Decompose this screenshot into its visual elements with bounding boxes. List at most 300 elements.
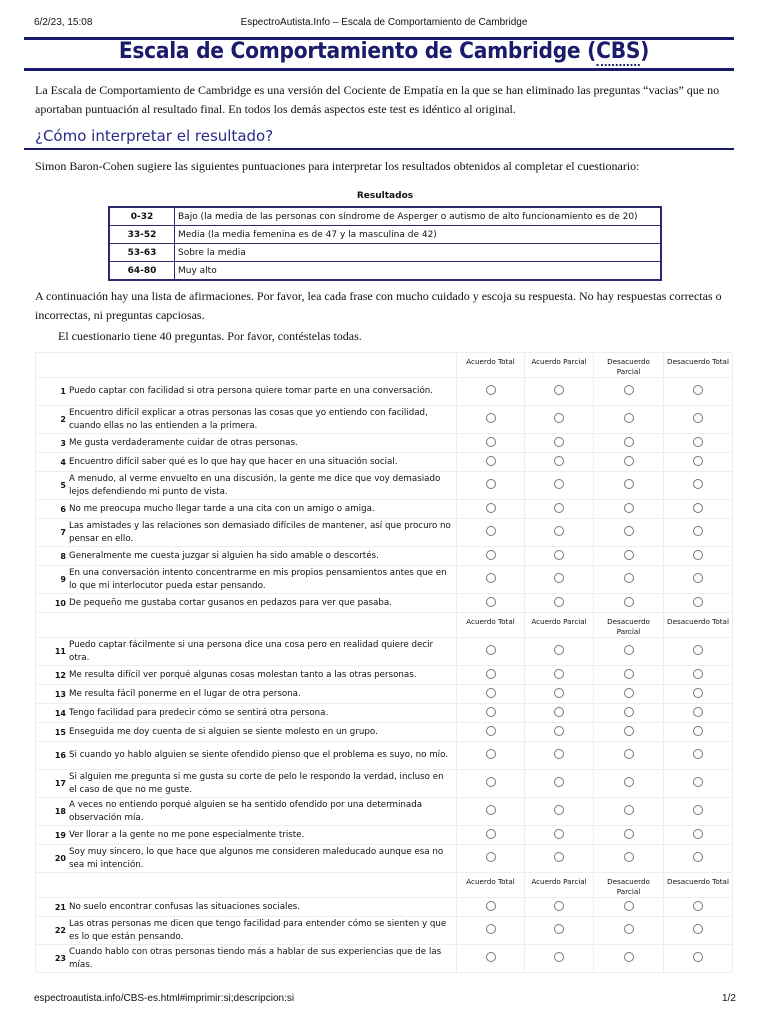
- radio-button[interactable]: [486, 901, 496, 911]
- option-cell: [457, 638, 525, 666]
- option-cell: [664, 453, 733, 472]
- question-text: A veces no entiendo porqué alguien se ha sentido ofendido por una determinada observación mía.: [69, 800, 423, 823]
- question-text: A menudo, al verme envuelto en una discusión, la gente me dice que voy demasiado lejos defendiendo mi punto de vista.: [69, 474, 441, 497]
- radio-button[interactable]: [693, 852, 703, 862]
- question-number: 12: [54, 670, 66, 680]
- radio-button[interactable]: [624, 573, 634, 583]
- print-date: 6/2/23, 15:08: [34, 17, 93, 28]
- option-cell: [594, 566, 664, 594]
- option-cell: [664, 845, 733, 873]
- option-cell: [525, 770, 594, 798]
- radio-button[interactable]: [486, 597, 496, 607]
- radio-button[interactable]: [554, 901, 564, 911]
- option-cell: [594, 704, 664, 723]
- option-header: Acuerdo Parcial: [525, 613, 594, 638]
- question-cell: [36, 917, 457, 945]
- radio-button[interactable]: [554, 645, 564, 655]
- option-cell: [457, 406, 525, 434]
- radio-button[interactable]: [486, 385, 496, 395]
- radio-button[interactable]: [624, 645, 634, 655]
- option-cell: [525, 945, 594, 973]
- option-cell: [594, 917, 664, 945]
- option-cell: [664, 472, 733, 500]
- option-cell: [525, 566, 594, 594]
- option-cell: [664, 594, 733, 613]
- title-rule-bottom: [24, 68, 734, 71]
- radio-button[interactable]: [624, 829, 634, 839]
- question-number: 23: [54, 954, 66, 963]
- radio-button[interactable]: [554, 952, 564, 962]
- option-cell: [457, 500, 525, 519]
- option-cell: [525, 666, 594, 685]
- question-row: [36, 519, 733, 547]
- option-cell: [594, 845, 664, 873]
- option-header: Acuerdo Total: [457, 613, 525, 638]
- question-text: Encuentro difícil explicar a otras personas las cosas que yo entiendo con facilidad, cuando ellas no las entienden a la primera.: [69, 408, 428, 431]
- options-header-row: [36, 873, 733, 898]
- header-spacer: [36, 613, 457, 638]
- radio-button[interactable]: [693, 413, 703, 423]
- question-text: Las amistades y las relaciones son demasiado difíciles de mantener, así que procuro no pensar en ello.: [69, 521, 451, 544]
- radio-button[interactable]: [554, 707, 564, 717]
- option-header: Acuerdo Parcial: [525, 873, 594, 898]
- question-row: [36, 566, 733, 594]
- question-text: Puedo captar fácilmente si una persona dice una cosa pero en realidad quiere decir otra.: [69, 640, 434, 663]
- radio-button[interactable]: [624, 413, 634, 423]
- option-cell: [525, 723, 594, 742]
- radio-button[interactable]: [486, 550, 496, 560]
- results-caption: Resultados: [356, 191, 414, 201]
- option-cell: [594, 378, 664, 406]
- radio-button[interactable]: [624, 707, 634, 717]
- option-cell: [457, 742, 525, 770]
- radio-button[interactable]: [693, 688, 703, 698]
- radio-button[interactable]: [486, 924, 496, 934]
- option-cell: [525, 519, 594, 547]
- title-close: ): [640, 39, 650, 64]
- question-text: Soy muy sincero, lo que hace que algunos me consideren maleducado aunque esa no sea mi intención.: [69, 847, 444, 870]
- radio-button[interactable]: [624, 688, 634, 698]
- radio-button[interactable]: [693, 749, 703, 759]
- radio-button[interactable]: [486, 777, 496, 787]
- option-cell: [525, 547, 594, 566]
- option-cell: [457, 917, 525, 945]
- option-cell: [594, 666, 664, 685]
- question-row: [36, 472, 733, 500]
- radio-button[interactable]: [693, 385, 703, 395]
- question-number: 16: [54, 751, 66, 760]
- section-rule: [24, 148, 734, 150]
- radio-button[interactable]: [624, 550, 634, 560]
- score-range: 53-63: [109, 244, 175, 262]
- questionnaire-table: [35, 352, 733, 973]
- radio-button[interactable]: [693, 669, 703, 679]
- score-range: 33-52: [109, 226, 175, 244]
- option-header: Acuerdo Parcial: [525, 353, 594, 378]
- print-title: EspectroAutista.Info – Escala de Comportamiento de Cambridge: [240, 17, 528, 28]
- option-cell: [594, 742, 664, 770]
- radio-button[interactable]: [486, 413, 496, 423]
- question-row: [36, 945, 733, 973]
- question-cell: [36, 826, 457, 845]
- option-cell: [594, 826, 664, 845]
- question-text: Me resulta difícil ver porqué algunas cosas molestan tanto a las otras personas.: [69, 669, 417, 680]
- question-text: En una conversación intento concentrarme en mis propios pensamientos antes que en lo que mi interlocutor pueda estar pensando.: [69, 568, 447, 591]
- option-cell: [594, 519, 664, 547]
- question-row: [36, 723, 733, 742]
- option-cell: [457, 723, 525, 742]
- radio-button[interactable]: [554, 669, 564, 679]
- results-table: [108, 206, 662, 281]
- option-header: Desacuerdo Parcial: [594, 353, 664, 378]
- question-row: [36, 434, 733, 453]
- radio-button[interactable]: [486, 526, 496, 536]
- option-cell: [525, 434, 594, 453]
- radio-button[interactable]: [486, 437, 496, 447]
- question-text: No suelo encontrar confusas las situaciones sociales.: [69, 901, 301, 912]
- option-cell: [525, 378, 594, 406]
- question-number: 3: [60, 438, 66, 448]
- radio-button[interactable]: [486, 503, 496, 513]
- question-number: 2: [60, 415, 66, 424]
- radio-button[interactable]: [693, 707, 703, 717]
- option-cell: [594, 685, 664, 704]
- radio-button[interactable]: [693, 805, 703, 815]
- option-cell: [525, 406, 594, 434]
- question-row: [36, 898, 733, 917]
- option-cell: [664, 547, 733, 566]
- question-row: [36, 770, 733, 798]
- option-cell: [457, 945, 525, 973]
- option-cell: [664, 798, 733, 826]
- question-number: 13: [54, 689, 66, 699]
- option-cell: [525, 917, 594, 945]
- question-cell: [36, 898, 457, 917]
- option-cell: [594, 798, 664, 826]
- footer-page-number: 1/2: [722, 993, 736, 1004]
- score-range: 0-32: [109, 207, 175, 226]
- question-text: Puedo captar con facilidad si otra persona quiere tomar parte en una conversación.: [69, 386, 434, 397]
- radio-button[interactable]: [624, 597, 634, 607]
- question-cell: [36, 472, 457, 500]
- cbs-abbreviation[interactable]: CBS: [596, 39, 641, 64]
- option-cell: [457, 453, 525, 472]
- radio-button[interactable]: [486, 852, 496, 862]
- question-cell: [36, 704, 457, 723]
- option-header: Desacuerdo Total: [664, 613, 733, 638]
- question-text: Enseguida me doy cuenta de si alguien se siente molesto en un grupo.: [69, 726, 378, 737]
- radio-button[interactable]: [554, 526, 564, 536]
- radio-button[interactable]: [624, 924, 634, 934]
- score-range: 64-80: [109, 262, 175, 281]
- option-cell: [664, 434, 733, 453]
- question-cell: [36, 434, 457, 453]
- question-text: Tengo facilidad para predecir cómo se sentirá otra persona.: [69, 707, 329, 718]
- results-row: [109, 226, 661, 244]
- question-text: Encuentro difícil saber qué es lo que hay que hacer en una situación social.: [69, 456, 398, 467]
- radio-button[interactable]: [554, 503, 564, 513]
- question-number: 14: [54, 708, 66, 718]
- option-header: Desacuerdo Total: [664, 873, 733, 898]
- option-cell: [457, 826, 525, 845]
- radio-button[interactable]: [486, 805, 496, 815]
- option-header: Desacuerdo Total: [664, 353, 733, 378]
- option-cell: [664, 406, 733, 434]
- radio-button[interactable]: [693, 437, 703, 447]
- option-cell: [457, 378, 525, 406]
- option-cell: [525, 453, 594, 472]
- radio-button[interactable]: [693, 726, 703, 736]
- radio-button[interactable]: [554, 573, 564, 583]
- option-cell: [664, 917, 733, 945]
- title-text: Escala de Comportamiento de Cambridge (: [118, 39, 597, 64]
- question-row: [36, 826, 733, 845]
- radio-button[interactable]: [486, 726, 496, 736]
- option-cell: [457, 472, 525, 500]
- option-cell: [594, 594, 664, 613]
- radio-button[interactable]: [554, 385, 564, 395]
- question-cell: [36, 378, 457, 406]
- option-cell: [457, 770, 525, 798]
- option-cell: [457, 434, 525, 453]
- radio-button[interactable]: [693, 573, 703, 583]
- score-description: Bajo (la media de las personas con síndrome de Asperger o autismo de alto funcionamiento es de 20): [175, 207, 662, 226]
- option-cell: [457, 594, 525, 613]
- question-number: 10: [54, 598, 66, 608]
- question-row: [36, 378, 733, 406]
- question-number: 5: [60, 481, 66, 490]
- option-cell: [457, 845, 525, 873]
- radio-button[interactable]: [693, 456, 703, 466]
- question-text: No me preocupa mucho llegar tarde a una cita con un amigo o amiga.: [69, 503, 375, 514]
- radio-button[interactable]: [554, 479, 564, 489]
- question-cell: [36, 742, 457, 770]
- options-header-row: [36, 353, 733, 378]
- question-number: 15: [54, 727, 66, 737]
- question-text: Ver llorar a la gente no me pone especialmente triste.: [69, 829, 305, 840]
- option-cell: [664, 723, 733, 742]
- radio-button[interactable]: [554, 688, 564, 698]
- radio-button[interactable]: [693, 952, 703, 962]
- question-row: [36, 845, 733, 873]
- question-number: 4: [60, 457, 66, 467]
- page-title: [31, 39, 738, 64]
- question-cell: [36, 594, 457, 613]
- section-heading: ¿Cómo interpretar el resultado?: [35, 127, 274, 145]
- question-cell: [36, 723, 457, 742]
- radio-button[interactable]: [554, 726, 564, 736]
- section-text: Simon Baron-Cohen sugiere las siguientes puntuaciones para interpretar los resultados obtenidos al completar el cuestionario:: [35, 159, 640, 173]
- option-cell: [525, 845, 594, 873]
- option-header: Desacuerdo Parcial: [594, 873, 664, 898]
- option-cell: [664, 685, 733, 704]
- option-cell: [457, 566, 525, 594]
- question-number: 8: [60, 551, 66, 561]
- option-cell: [457, 798, 525, 826]
- radio-button[interactable]: [693, 526, 703, 536]
- radio-button[interactable]: [554, 924, 564, 934]
- question-row: [36, 704, 733, 723]
- question-cell: [36, 770, 457, 798]
- radio-button[interactable]: [554, 456, 564, 466]
- question-cell: [36, 500, 457, 519]
- question-row: [36, 666, 733, 685]
- results-row: [109, 262, 661, 281]
- option-cell: [525, 898, 594, 917]
- option-cell: [457, 898, 525, 917]
- radio-button[interactable]: [624, 669, 634, 679]
- radio-button[interactable]: [554, 777, 564, 787]
- option-cell: [594, 453, 664, 472]
- radio-button[interactable]: [624, 385, 634, 395]
- question-number: 6: [60, 504, 66, 514]
- option-cell: [457, 666, 525, 685]
- radio-button[interactable]: [486, 479, 496, 489]
- score-description: Muy alto: [175, 262, 662, 281]
- radio-button[interactable]: [693, 645, 703, 655]
- radio-button[interactable]: [554, 413, 564, 423]
- question-row: [36, 742, 733, 770]
- question-cell: [36, 519, 457, 547]
- option-cell: [594, 638, 664, 666]
- header-spacer: [36, 873, 457, 898]
- radio-button[interactable]: [693, 901, 703, 911]
- question-number: 9: [60, 575, 66, 584]
- question-row: [36, 547, 733, 566]
- option-cell: [664, 826, 733, 845]
- option-cell: [664, 500, 733, 519]
- radio-button[interactable]: [693, 829, 703, 839]
- question-row: [36, 638, 733, 666]
- radio-button[interactable]: [486, 456, 496, 466]
- option-cell: [525, 638, 594, 666]
- question-number: 20: [54, 854, 66, 863]
- intro-paragraph: La Escala de Comportamiento de Cambridge es una versión del Cociente de Empatía en la que se han eliminado las preguntas “vacias” que no aportaban puntuación al resultado final. En todos los demás aspectos este test es idéntico al original.: [35, 83, 720, 116]
- question-row: [36, 594, 733, 613]
- question-cell: [36, 945, 457, 973]
- question-cell: [36, 845, 457, 873]
- radio-button[interactable]: [624, 805, 634, 815]
- option-cell: [525, 594, 594, 613]
- radio-button[interactable]: [624, 503, 634, 513]
- radio-button[interactable]: [554, 805, 564, 815]
- radio-button[interactable]: [693, 597, 703, 607]
- question-cell: [36, 666, 457, 685]
- radio-button[interactable]: [624, 777, 634, 787]
- question-row: [36, 917, 733, 945]
- question-number: 7: [60, 528, 66, 537]
- option-cell: [594, 406, 664, 434]
- question-number: 17: [54, 779, 66, 788]
- option-cell: [457, 547, 525, 566]
- radio-button[interactable]: [486, 573, 496, 583]
- radio-button[interactable]: [486, 829, 496, 839]
- question-cell: [36, 453, 457, 472]
- radio-button[interactable]: [554, 749, 564, 759]
- question-text: Me resulta fácil ponerme en el lugar de otra persona.: [69, 688, 301, 699]
- radio-button[interactable]: [693, 550, 703, 560]
- radio-button[interactable]: [624, 952, 634, 962]
- radio-button[interactable]: [624, 726, 634, 736]
- radio-button[interactable]: [693, 777, 703, 787]
- radio-button[interactable]: [486, 707, 496, 717]
- option-cell: [525, 826, 594, 845]
- radio-button[interactable]: [624, 437, 634, 447]
- radio-button[interactable]: [693, 503, 703, 513]
- question-number: 11: [54, 647, 66, 656]
- option-cell: [525, 798, 594, 826]
- question-row: [36, 500, 733, 519]
- option-cell: [664, 898, 733, 917]
- question-cell: [36, 566, 457, 594]
- option-cell: [525, 472, 594, 500]
- question-cell: [36, 638, 457, 666]
- option-cell: [594, 723, 664, 742]
- results-row: [109, 207, 661, 226]
- option-cell: [664, 770, 733, 798]
- radio-button[interactable]: [624, 479, 634, 489]
- footer-url: espectroautista.info/CBS-es.html#imprimir:si;descripcion:si: [34, 993, 295, 1004]
- option-header: Desacuerdo Parcial: [594, 613, 664, 638]
- question-number: 19: [54, 830, 66, 840]
- instructions: A continuación hay una lista de afirmaciones. Por favor, lea cada frase con mucho cuidado y escoja su respuesta. No hay respuestas correctas o incorrectas, ni preguntas capciosas.: [35, 289, 722, 322]
- radio-button[interactable]: [624, 901, 634, 911]
- radio-button[interactable]: [554, 829, 564, 839]
- option-header: Acuerdo Total: [457, 873, 525, 898]
- radio-button[interactable]: [486, 645, 496, 655]
- option-cell: [457, 704, 525, 723]
- radio-button[interactable]: [486, 952, 496, 962]
- radio-button[interactable]: [693, 479, 703, 489]
- radio-button[interactable]: [693, 924, 703, 934]
- option-cell: [664, 519, 733, 547]
- option-cell: [664, 704, 733, 723]
- radio-button[interactable]: [554, 550, 564, 560]
- question-text: Si alguien me pregunta si me gusta su corte de pelo le respondo la verdad, incluso en el caso de que no me guste.: [69, 772, 444, 795]
- question-number: 1: [60, 387, 66, 396]
- radio-button[interactable]: [624, 526, 634, 536]
- question-row: [36, 406, 733, 434]
- radio-button[interactable]: [554, 852, 564, 862]
- question-cell: [36, 406, 457, 434]
- radio-button[interactable]: [554, 597, 564, 607]
- question-number: 22: [54, 926, 66, 935]
- radio-button[interactable]: [554, 437, 564, 447]
- radio-button[interactable]: [624, 852, 634, 862]
- option-cell: [594, 898, 664, 917]
- radio-button[interactable]: [486, 669, 496, 679]
- option-cell: [664, 742, 733, 770]
- score-description: Sobre la media: [175, 244, 662, 262]
- score-description: Media (la media femenina es de 47 y la masculina de 42): [175, 226, 662, 244]
- options-header-row: [36, 613, 733, 638]
- option-cell: [594, 472, 664, 500]
- question-text: Las otras personas me dicen que tengo facilidad para entender cómo se sienten y que es lo que están pensando.: [69, 919, 447, 942]
- radio-button[interactable]: [624, 456, 634, 466]
- question-cell: [36, 798, 457, 826]
- question-text: Cuando hablo con otras personas tiendo más a hablar de sus experiencias que de las mías.: [69, 947, 442, 970]
- option-cell: [525, 685, 594, 704]
- question-text: Si cuando yo hablo alguien se siente ofendido pienso que el problema es suyo, no mío.: [69, 750, 448, 761]
- option-cell: [664, 666, 733, 685]
- radio-button[interactable]: [486, 749, 496, 759]
- option-cell: [457, 519, 525, 547]
- header-spacer: [36, 353, 457, 378]
- radio-button[interactable]: [624, 749, 634, 759]
- radio-button[interactable]: [486, 688, 496, 698]
- question-row: [36, 798, 733, 826]
- option-cell: [664, 566, 733, 594]
